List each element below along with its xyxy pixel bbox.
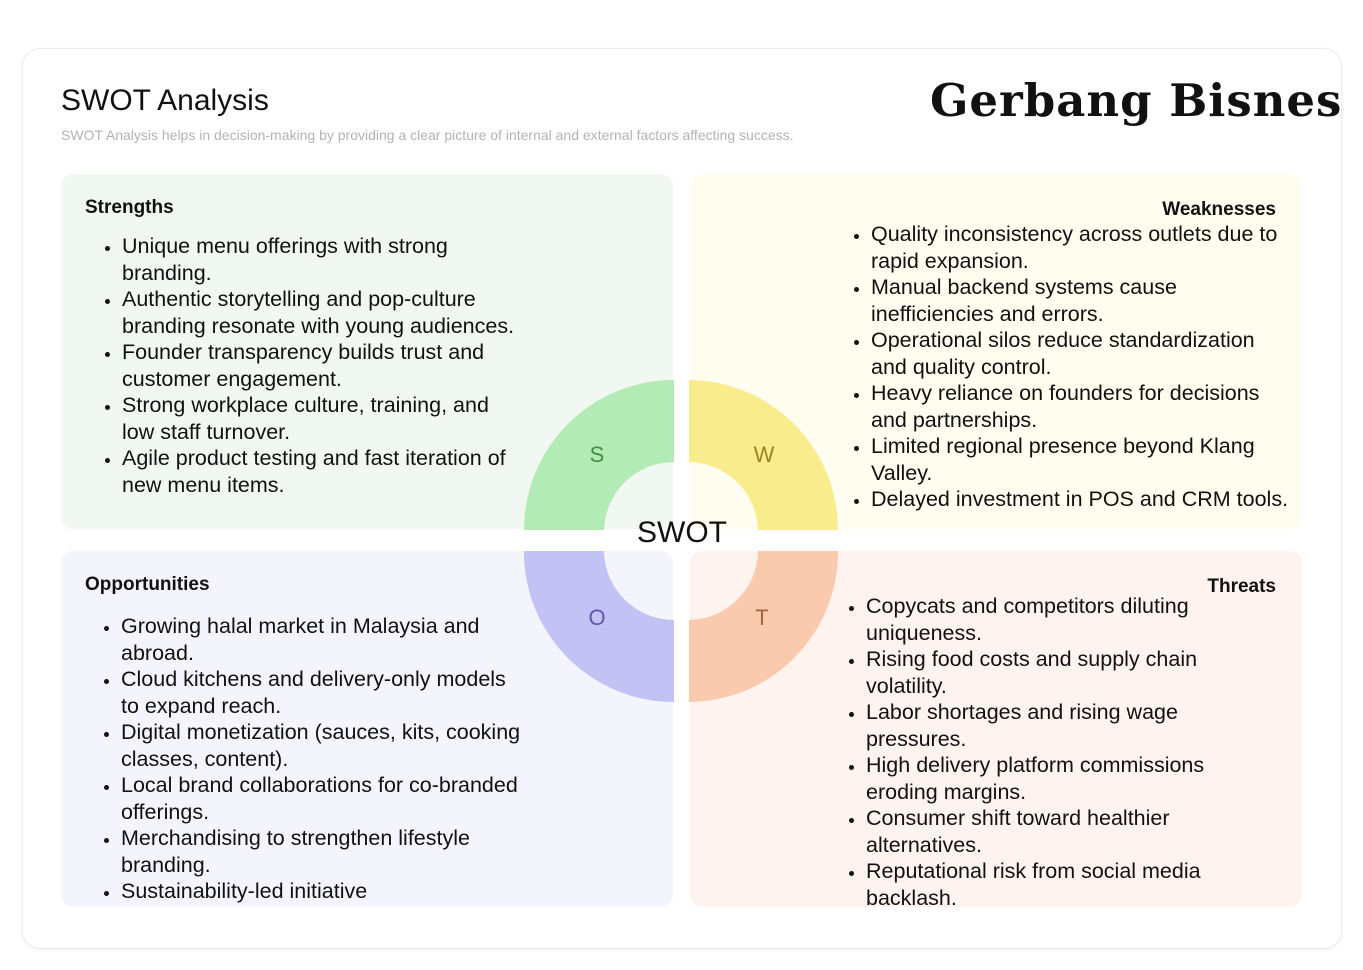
weaknesses-item: • Quality inconsistency across outlets due to rapid expansion. bbox=[871, 221, 1291, 274]
threats-item: • Consumer shift toward healthier alternatives. bbox=[866, 805, 1276, 858]
weaknesses-item: • Delayed investment in POS and CRM tools. bbox=[871, 486, 1291, 513]
page-title: SWOT Analysis bbox=[61, 84, 269, 117]
weaknesses-list bbox=[835, 221, 1291, 513]
brand-logo: Gerbang Bisnes bbox=[930, 74, 1343, 127]
strengths-item: • Strong workplace culture, training, and low staff turnover. bbox=[122, 392, 522, 445]
strengths-item: • Founder transparency builds trust and customer engagement. bbox=[122, 339, 522, 392]
threats-item: • High delivery platform commissions eroding margins. bbox=[866, 752, 1276, 805]
opportunities-item: • Cloud kitchens and delivery-only models to expand reach. bbox=[121, 666, 521, 719]
wheel-letter-w: W bbox=[753, 442, 775, 467]
threats-item: • Reputational risk from social media backlash. bbox=[866, 858, 1276, 911]
threats-item: • Labor shortages and rising wage pressures. bbox=[866, 699, 1276, 752]
wheel-letter-o: O bbox=[588, 605, 606, 630]
wheel-letter-s: S bbox=[589, 442, 605, 467]
strengths-title: Strengths bbox=[85, 197, 174, 218]
opportunities-item: • Sustainability-led initiative bbox=[121, 878, 521, 905]
opportunities-item: • Merchandising to strengthen lifestyle branding. bbox=[121, 825, 521, 878]
opportunities-item: • Local brand collaborations for co-branded offerings. bbox=[121, 772, 521, 825]
threats-item: • Copycats and competitors diluting uniqueness. bbox=[866, 593, 1276, 646]
weaknesses-item: • Limited regional presence beyond Klang Valley. bbox=[871, 433, 1291, 486]
weaknesses-title: Weaknesses bbox=[1162, 199, 1276, 220]
opportunities-title: Opportunities bbox=[85, 574, 210, 595]
threats-item: • Rising food costs and supply chain volatility. bbox=[866, 646, 1276, 699]
weaknesses-item: • Heavy reliance on founders for decisions and partnerships. bbox=[871, 380, 1291, 433]
opportunities-item: • Growing halal market in Malaysia and abroad. bbox=[121, 613, 521, 666]
opportunities-item: • Digital monetization (sauces, kits, cooking classes, content). bbox=[121, 719, 521, 772]
wheel-letter-t: T bbox=[755, 605, 769, 630]
page-subtitle: SWOT Analysis helps in decision-making by providing a clear picture of internal and external factors affecting success. bbox=[61, 127, 794, 143]
strengths-item: • Authentic storytelling and pop-culture branding resonate with young audiences. bbox=[122, 286, 522, 339]
threats-list bbox=[830, 593, 1276, 911]
strengths-list bbox=[86, 233, 522, 498]
threats-title: Threats bbox=[1207, 576, 1276, 597]
weaknesses-item: • Operational silos reduce standardization and quality control. bbox=[871, 327, 1291, 380]
wheel-center-label: SWOT bbox=[637, 516, 727, 549]
opportunities-list bbox=[85, 613, 521, 905]
strengths-item: • Unique menu offerings with strong branding. bbox=[122, 233, 522, 286]
weaknesses-item: • Manual backend systems cause inefficiencies and errors. bbox=[871, 274, 1291, 327]
strengths-item: • Agile product testing and fast iteration of new menu items. bbox=[122, 445, 522, 498]
